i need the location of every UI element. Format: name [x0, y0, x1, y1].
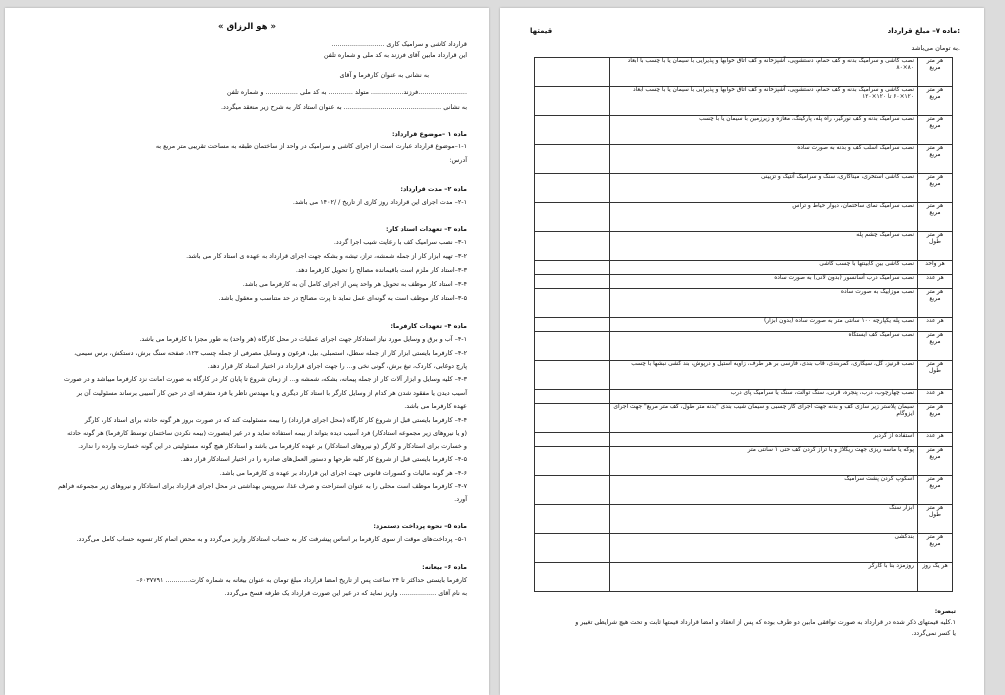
- contract-line: ۴-۵– کارفرما بایستی قبل از شروع کار کلیه طرحها و دستور العمل‌های صادره را در اختیار استادکار قرار دهد.: [180, 455, 467, 463]
- work-description: پوکه یا ماسه ریزی جهت ریگلاژ و یا تراز کردن کف حتی ۱ سانتی متر: [610, 447, 918, 476]
- price-cell: [535, 318, 610, 332]
- contract-line: ۴-۶– هر گونه مالیات و کسورات قانونی جهت اجرای این قرارداد بر عهده ی کارفرما می باشد.: [219, 469, 467, 477]
- contract-line: این قرارداد مابین آقای فرزند به کد ملی و شماره تلفن: [323, 51, 467, 59]
- price-cell: [535, 58, 610, 87]
- contract-line: ۳-۴– استاد کار موظف به تحویل هر واحد پس از اجرای کامل آن به کارفرما می باشد.: [242, 280, 467, 288]
- price-row: [535, 534, 953, 563]
- price-row: [535, 203, 953, 232]
- contract-page-right: [500, 8, 984, 695]
- contract-line: کارفرما بایستی حداکثر تا ۲۴ ساعت پس از تاریخ امضا قرارداد مبلغ تومان به عنوان بیعانه به شماره کارت............ ۶۰۳۷۷۹۱–: [136, 576, 467, 584]
- contract-line: پارچ دوغابی، کاردک، تیغ برش، گونی نخی و... را جهت اجرای قرارداد در اختیار استاد کار قرار دهد.: [207, 362, 467, 370]
- unit-cell: هر متر مربع: [918, 58, 953, 87]
- price-row: [535, 404, 953, 433]
- price-cell: [535, 116, 610, 145]
- contract-line: (و یا نیروهای زیر مجموعه استادکار) فرد آسیب دیده بتواند از بیمه استفاده نماید و در غیر اینصورت (بیمه نکردن ساختمان توسط کارفرما) هر گونه حادثه: [67, 429, 467, 437]
- price-row: [535, 563, 953, 592]
- unit-cell: هر متر مربع: [918, 203, 953, 232]
- unit-cell: هر متر مربع: [918, 332, 953, 361]
- unit-cell: هر متر طول: [918, 232, 953, 261]
- contract-line: ۳-۱– نصب سرامیک کف با رعایت شیب اجرا گردد.: [333, 238, 467, 246]
- contract-line: ۱-۱–موضوع قرارداد عبارت است از اجرای کاشی و سرامیک در واحد از ساختمان طبقه به مساحت تقریبی متر مربع به: [155, 142, 467, 150]
- unit-cell: هر عدد: [918, 390, 953, 404]
- work-description: نصب قرنیز، گل، سیگاری، کمربندی، قاب بندی، فارسی بر هر طرف، زاویه استیل و درپوش، بند کشی نبشها با چسب: [610, 361, 918, 390]
- price-row: [535, 145, 953, 174]
- section-heading-price: ماده ۷– مبلغ قرارداد:: [887, 27, 960, 35]
- price-row: [535, 318, 953, 332]
- price-row: [535, 174, 953, 203]
- price-cell: [535, 289, 610, 318]
- contract-line: ........................فرزند................ متولد ............ به کد ملی ................ و شماره تلفن: [226, 88, 467, 96]
- unit-cell: هر عدد: [918, 275, 953, 289]
- price-cell: [535, 433, 610, 447]
- price-cell: [535, 203, 610, 232]
- section-heading: ماده ۴– تعهدات کارفرما:: [390, 322, 467, 330]
- work-description: نصب سرامیک بدنه و کف نورگیر، راه پله، پارکینگ، مغازه و زیرزمین با سیمان یا با چسب: [610, 116, 918, 145]
- price-row: [535, 289, 953, 318]
- work-description: نصب سرامیک درب آسانسور (بدون لانی) به صورت ساده: [610, 275, 918, 289]
- contract-line: ۲-۱– مدت اجرای این قرارداد روز کاری از تاریخ / /۱۴۰۲ می باشد.: [292, 198, 467, 206]
- contract-line: ۳-۳–استاد کار ملزم است باقیمانده مصالح را تحویل کارفرما دهد.: [295, 266, 467, 274]
- page-title: « هو الرزاق »: [218, 22, 276, 32]
- price-cell: [535, 534, 610, 563]
- section-heading: ماده ۲– مدت قرارداد:: [400, 185, 467, 193]
- work-description: اسکوپ کردن پشت سرامیک: [610, 476, 918, 505]
- price-cell: [535, 390, 610, 404]
- work-description: استفاده از گردبر: [610, 433, 918, 447]
- work-description: نصب کاشی و سرامیک بدنه و کف حمام، دستشویی، آشپزخانه و کف اتاق خوابها و پذیرایی با سیمان یا با چسب با ابعاد ۸۰×۸۰: [610, 58, 918, 87]
- unit-cell: هر متر مربع: [918, 289, 953, 318]
- price-cell: [535, 145, 610, 174]
- unit-cell: هر متر مربع: [918, 174, 953, 203]
- work-description: نصب چهارچوب، درب، پنجره، قرنی، سنگ توالت، سنگ یا سرامیک پای درب: [610, 390, 918, 404]
- work-description: نصب سرامیک اسلب کف و بدنه به صورت ساده: [610, 145, 918, 174]
- contract-line: و خسارت برای استادکار و کارگر (و نیروهای استادکار) بر عهده کارفرما می باشد و استادکار هیچ گونه مسئولیتی در این گونه خسارت وارده را ندارد.: [78, 442, 467, 450]
- price-cell: [535, 232, 610, 261]
- contract-page-left: [5, 8, 489, 695]
- unit-cell: هر متر مربع: [918, 116, 953, 145]
- price-cell: [535, 87, 610, 116]
- contract-line: آدرس:: [449, 156, 467, 164]
- price-row: [535, 447, 953, 476]
- unit-cell: هر متر مربع: [918, 145, 953, 174]
- contract-line: ۴-۱– آب و برق و وسایل مورد نیاز استادکار جهت اجرای عملیات در محل کارگاه (هر واحد) به طور مجزا با کارفرما می باشد.: [139, 335, 467, 343]
- unit-cell: هر عدد: [918, 433, 953, 447]
- work-description: نصب سرامیک کف ایستگاه: [610, 332, 918, 361]
- price-cell: [535, 361, 610, 390]
- contract-line: قرارداد کاشی و سرامیک کاری ..........................: [331, 40, 467, 48]
- work-description: نصب کاشی استخری، میناکاری، سنگ و سرامیک آنتیک و تزیینی: [610, 174, 918, 203]
- notes-section: [534, 606, 956, 639]
- price-table: [534, 57, 953, 592]
- note-line: ۱.کلیه قیمتهای ذکر شده در قرارداد به صورت توافقی مابین دو طرف بوده که پس از انعقاد و امضا قرارداد قیمتها ثابت و تحت هیچ شرایطی تغییر و: [575, 619, 956, 626]
- notes-title: تبصره:: [934, 608, 956, 615]
- currency-note: به تومان می‌باشد.: [911, 44, 960, 52]
- contract-line: عهده کارفرما می باشد.: [404, 402, 467, 410]
- price-cell: [535, 275, 610, 289]
- unit-cell: هر متر مربع: [918, 404, 953, 433]
- price-row: [535, 261, 953, 275]
- price-cell: [535, 404, 610, 433]
- contract-line: ۴-۷– کارفرما موظف است محلی را به عنوان استراحت و صرف غذا، سرویس بهداشتی در محل اجرای قرارداد برای استادکار و نیروهای زیر مجموعه فراهم: [58, 482, 467, 490]
- unit-cell: هر متر مربع: [918, 476, 953, 505]
- work-description: بندکشی: [610, 534, 918, 563]
- unit-cell: هر متر مربع: [918, 534, 953, 563]
- work-description: نصب کاشی بین کابینتها با چسب کاشی: [610, 261, 918, 275]
- price-row: [535, 332, 953, 361]
- prices-column-heading: قیمتها: [530, 27, 553, 35]
- contract-line: ۴-۳– کلیه وسایل و ابزار آلات کار از جمله پیمانه، بشکه، شمشه و... از زمان شروع تا پایان کار در کارگاه به صورت امانت نزد کارفرما میباشد و در صورت: [63, 375, 467, 383]
- price-cell: [535, 447, 610, 476]
- price-row: [535, 361, 953, 390]
- contract-line: به نام آقای .................. واریز نماید که در غیر این صورت قرارداد یک طرفه فسخ می‌گردد.: [224, 589, 467, 597]
- price-cell: [535, 563, 610, 592]
- contract-line: آسیب دیدن یا مفقود شدن هر کدام از وسایل کارگر با استاد کار دیگری و یا مهندس ناظر یا فرد متفرقه ای در حین کار آسیبی برساند مسئولیت آن بر: [76, 389, 467, 397]
- section-heading: ماده ۵– نحوه پرداخت دستمزد:: [373, 522, 467, 530]
- price-row: [535, 116, 953, 145]
- contract-line: ۳-۵–استاد کار موظف است به گونه‌ای عمل نماید تا پرت مصالح در حد متناسب و معقول باشد.: [218, 294, 467, 302]
- unit-cell: هر متر طول: [918, 505, 953, 534]
- price-cell: [535, 505, 610, 534]
- price-cell: [535, 476, 610, 505]
- work-description: روزمزد بنا با کارگر: [610, 563, 918, 592]
- price-row: [535, 433, 953, 447]
- price-row: [535, 87, 953, 116]
- price-row: [535, 58, 953, 87]
- work-description: نصب سرامیک چشم پله: [610, 232, 918, 261]
- unit-cell: هر متر مربع: [918, 87, 953, 116]
- unit-cell: هر عدد: [918, 318, 953, 332]
- price-cell: [535, 174, 610, 203]
- unit-cell: هر یک روز: [918, 563, 953, 592]
- price-row: [535, 232, 953, 261]
- price-row: [535, 505, 953, 534]
- contract-line: به نشانی به عنوان کارفرما و آقای: [339, 71, 429, 79]
- work-description: نصب پله یکپارچه ۱۰۰ سانتی متر به صورت ساده (بدون ابزار): [610, 318, 918, 332]
- work-description: نصب سرامیک نمای ساختمان، دیوار حیاط و تراس: [610, 203, 918, 232]
- contract-line: ۵-۱– پرداخت‌های موقت از سوی کارفرما بر اساس پیشرفت کار به حساب استادکار واریز می‌گردد و به محض اتمام کار تسویه حساب کامل می‌گردد.: [76, 535, 467, 543]
- price-row: [535, 275, 953, 289]
- unit-cell: هر واحد: [918, 261, 953, 275]
- price-cell: [535, 332, 610, 361]
- contract-line: آورد.: [454, 495, 467, 503]
- section-heading: ماده ۱ –موضوع قرارداد:: [391, 130, 467, 138]
- price-row: [535, 390, 953, 404]
- work-description: سیمان پلاستر زیر سازی کف و بدنه جهت اجرای کار چسبی و سیمان شیب بندی "بدنه متر طول، کف متر مربع" جهت اجرای ایزوگام: [610, 404, 918, 433]
- work-description: نصب کاشی و سرامیک بدنه و کف حمام، دستشویی، آشپزخانه و کف اتاق خوابها و پذیرایی با سیمان یا با چسب ابعاد ۱۲۰×۶۰ تا ۱۲۰×۱۲۰: [610, 87, 918, 116]
- section-heading: ماده ۳– تعهدات استاد کار:: [385, 225, 467, 233]
- section-heading: ماده ۶– بیعانه:: [422, 563, 467, 571]
- price-row: [535, 476, 953, 505]
- unit-cell: هر متر مربع: [918, 447, 953, 476]
- work-description: ابزار سنگ: [610, 505, 918, 534]
- unit-cell: هر متر طول: [918, 361, 953, 390]
- contract-line: به نشانی ................................................ به عنوان استاد کار به شرح زیر منعقد میگردد.: [221, 103, 467, 111]
- contract-line: ۴-۴– کارفرما بایستی قبل از شروع کار کارگاه (محل اجرای قرارداد) را بیمه مسئولیت کند که در صورت بروز هر گونه حادثه برای استاد کار، کارگر: [84, 416, 467, 424]
- work-description: نصب موزاییک به صورت ساده: [610, 289, 918, 318]
- contract-line: ۳-۲– تهیه ابزار کار از جمله شمشه، تراز، تیشه و بشکه جهت اجرای قرارداد به عهده ی استاد کار می باشد.: [186, 252, 467, 260]
- price-cell: [535, 261, 610, 275]
- note-line: یا کسر نمی‌گردد.: [911, 630, 956, 637]
- contract-line: ۴-۲– کارفرما بایستی ابزار کار از جمله سطل، استمبلی، بیل، فرغون و وسایل مصرفی از جمله چسب ۱۲۳، صفحه سنگ برش، دستکش، برس سیمی،: [74, 349, 467, 357]
